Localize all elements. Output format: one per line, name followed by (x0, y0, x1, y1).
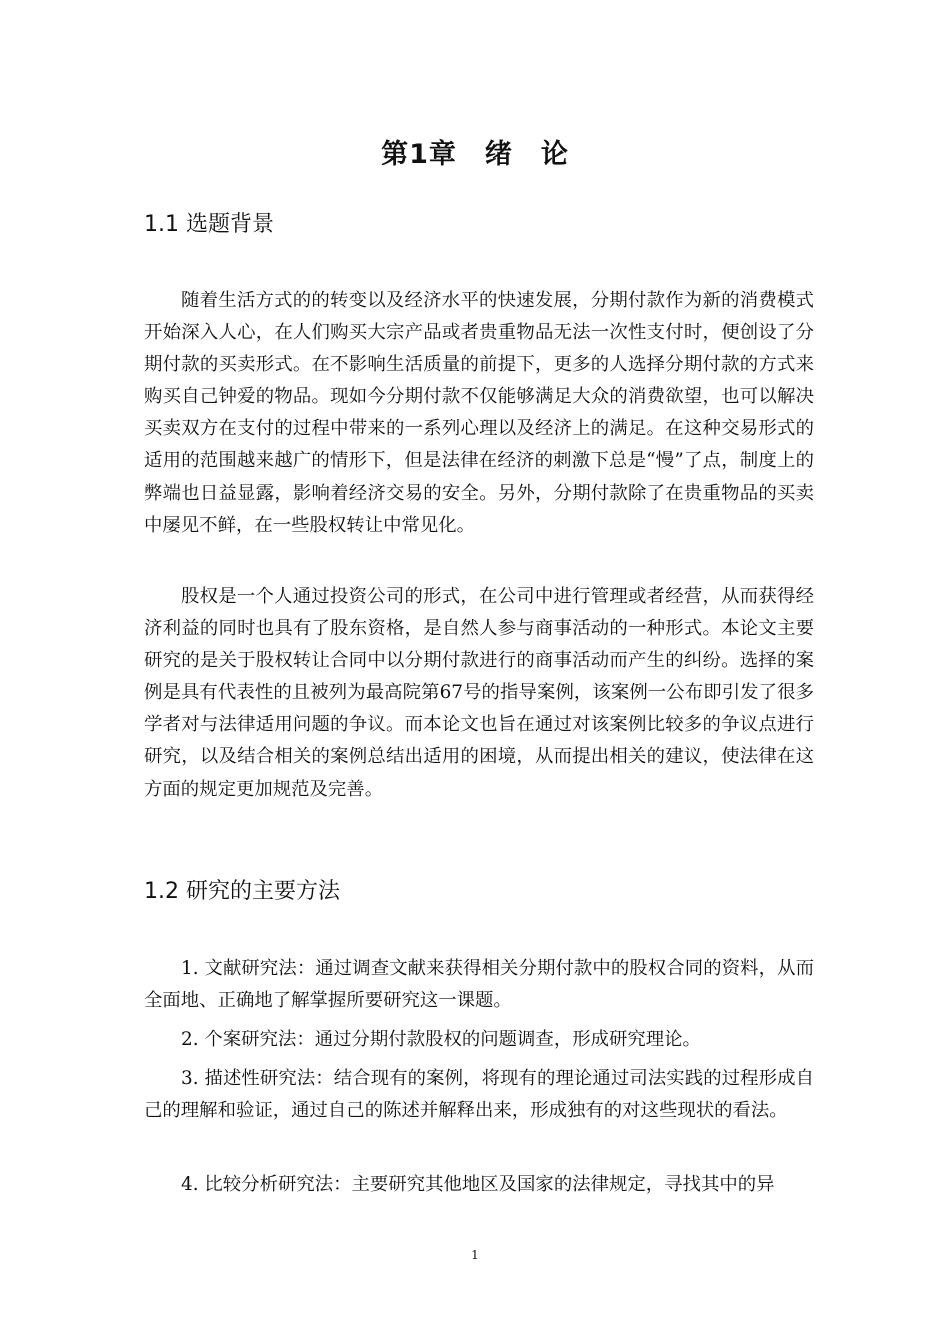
section-heading-methods: 1.2 研究的主要方法 (144, 879, 340, 904)
paragraph-background-1: 随着生活方式的的转变以及经济水平的快速发展，分期付款作为新的消费模式开始深入人心，在人们购买大宗产品或者贵重物品无法一次性支付时，便创设了分期付款的买卖形式。在不影响生活质量的前提下，更多的人选择分期付款的方式来购买自己钟爱的物品。现如今分期付款不仅能够满足大众的消费欲望，也可以解决买卖双方在支付的过程中带来的一系列心理以及经济上的满足。在这种交易形式的适用的范围越来越广的情形下，但是法律在经济的刺激下总是“慢”了点，制度上的弊端也日益显露，影响着经济交易的安全。另外，分期付款除了在贵重物品的买卖中屡见不鲜，在一些股权转让中常见化。 (144, 290, 814, 536)
paragraph-background-2: 股权是一个人通过投资公司的形式，在公司中进行管理或者经营，从而获得经济利益的同时也具有了股东资格，是自然人参与商事活动的一种形式。本论文主要研究的是关于股权转让合同中以分期付款进行的商事活动而产生的纠纷。选择的案例是具有代表性的且被列为最高院第67号的指导案例，该案例一公布即引发了很多学者对与法律适用问题的争议。而本论文也旨在通过对该案例比较多的争议点进行研究，以及结合相关的案例总结出适用的困境，从而提出相关的建议，使法律在这方面的规定更加规范及完善。 (144, 586, 814, 800)
method-item-4: 4. 比较分析研究法：主要研究其他地区及国家的法律规定，寻找其中的异 (181, 1174, 775, 1195)
page-number: 1 (471, 1248, 479, 1262)
chapter-title: 第1章 绪 论 (381, 139, 569, 170)
method-item-3: 3. 描述性研究法：结合现有的案例，将现有的理论通过司法实践的过程形成自己的理解和验证，通过自己的陈述并解释出来，形成独有的对这些现状的看法。 (144, 1068, 814, 1122)
section-heading-background: 1.1 选题背景 (144, 212, 274, 237)
method-item-1: 1. 文献研究法：通过调查文献来获得相关分期付款中的股权合同的资料，从而全面地、正确地了解掌握所要研究这一课题。 (144, 958, 814, 1012)
method-item-2: 2. 个案研究法：通过分期付款股权的问题调查，形成研究理论。 (181, 1029, 701, 1050)
